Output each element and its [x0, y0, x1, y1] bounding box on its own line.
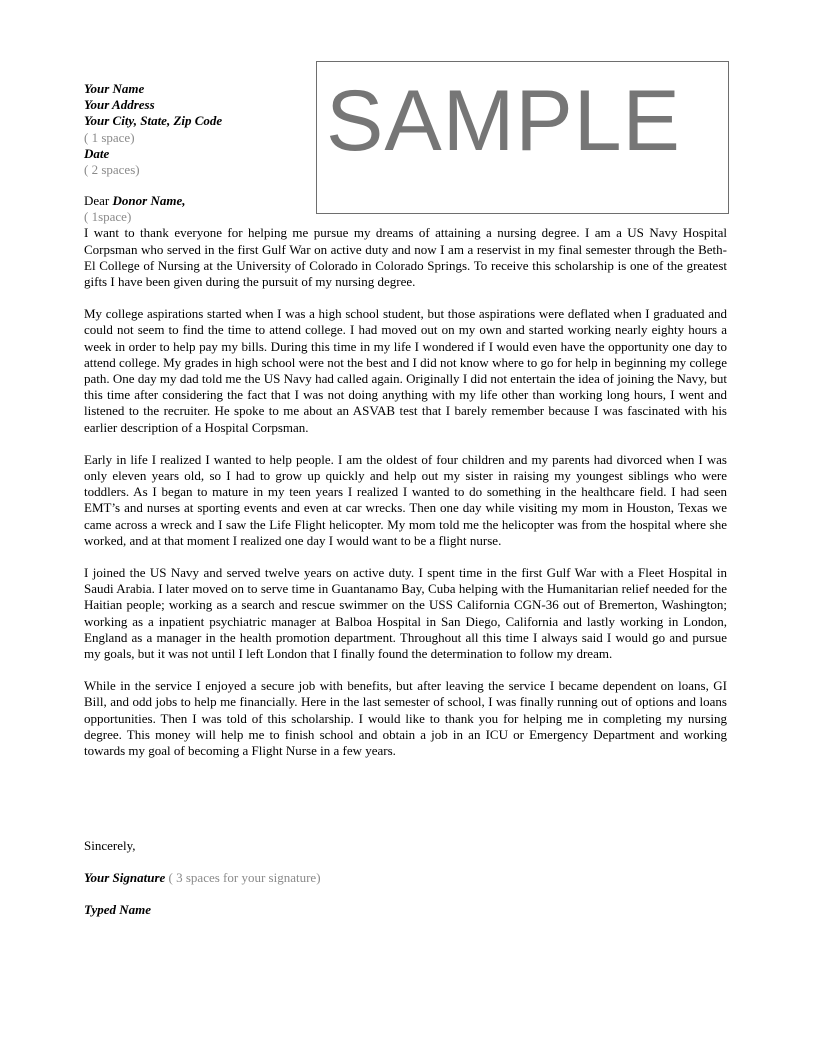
body-paragraph: Early in life I realized I wanted to help people. I am the oldest of four children and my parents had divorced when I was only eleven years old, so I had to grow up quickly and help out my sister in raising my youngest siblings who were toddlers. As I began to mature in my teen years I realized I wanted to do something in the healthcare field. I had seen EMT’s and nurses at sporting events and even at car wrecks. Then one day while visiting my mom in Houston, Texas we came across a wreck and I saw the Life Flight helicopter. My mom told me the helicopter was from the hospital where she worked, and at that moment I realized one day I would want to be a flight nurse. [84, 451, 727, 548]
closing-block [84, 838, 321, 919]
space-note: ( 1 space) [84, 129, 135, 145]
letter-date: Date [84, 145, 110, 161]
body-paragraph: My college aspirations started when I was a high school student, but those aspirations were deflated when I graduated and could not seem to find the time to attend college. I had moved out on my own and started working nearly eighty hours a week in order to help pay my bills. During this time in my life I wondered if I would even have the opportunity one day to attend college. My grades in high school were not the best and I did not know where to go for help in beginning my college path. One day my dad told me the US Navy had called again. Originally I did not entertain the idea of joining the Navy, but this time after considering the fact that I was not doing anything with my life other than working long hours, I went and listened to the recruiter. He spoke to me about an ASVAB test that I barely remember because I was fascinated with his earlier description of a Hospital Corpsman. [84, 306, 727, 435]
salutation-line [84, 193, 727, 209]
letter-body [84, 225, 727, 759]
sample-watermark-box [316, 61, 729, 214]
signature-label: Your Signature [84, 870, 166, 886]
sender-address: Your Address [84, 97, 155, 113]
salutation: Dear [84, 193, 110, 208]
space-note: ( 1space) [84, 209, 132, 225]
donor-name: Donor Name, [112, 193, 186, 208]
body-paragraph: I joined the US Navy and served twelve years on active duty. I spent time in the first Gulf War with a Fleet Hospital in Saudi Arabia. I later moved on to serve time in Guantanamo Bay, Cuba helping with the Humanitarian relief needed for the Haitian people; working as a search and rescue swimmer on the USS California CGN-36 out of Bremerton, Washington; working as a inpatient psychiatric manager at Balboa Hospital in San Diego, California and lastly working in London, England as a manager in the health promotion department. Throughout all this time I always said I would go and pursue my goals, but it was not until I left London that I finally found the determination to follow my dream. [84, 565, 727, 662]
letter-main [84, 193, 727, 775]
signature-line [84, 870, 321, 886]
space-note: ( 2 spaces) [84, 162, 140, 178]
body-paragraph: While in the service I enjoyed a secure job with benefits, but after leaving the service I became dependent on loans, GI Bill, and odd jobs to help me financially. Here in the last semester of school, I was finally running out of options and loans opportunities. Then I was told of this scholarship. I would like to thank you for helping me in completing my nursing degree. This money will help me to finish school and obtain a job in an ICU or Emergency Department and working towards my goal of becoming a Flight Nurse in a few years. [84, 678, 727, 759]
sender-block [84, 81, 222, 178]
sample-watermark-text: SAMPLE [326, 73, 681, 169]
body-paragraph: I want to thank everyone for helping me pursue my dreams of attaining a nursing degree. I am a US Navy Hospital Corpsman who served in the first Gulf War on active duty and now I am a reservist in my final semester through the Beth-El College of Nursing at the University of Colorado in Colorado Springs. To receive this scholarship is one of the greatest gifts I have been given during the pursuit of my nursing degree. [84, 225, 727, 290]
sender-name: Your Name [84, 81, 145, 96]
signature-note: ( 3 spaces for your signature) [168, 870, 321, 886]
typed-name: Typed Name [84, 902, 152, 918]
closing-sincerely: Sincerely, [84, 838, 136, 853]
sender-city-state-zip: Your City, State, Zip Code [84, 113, 223, 129]
